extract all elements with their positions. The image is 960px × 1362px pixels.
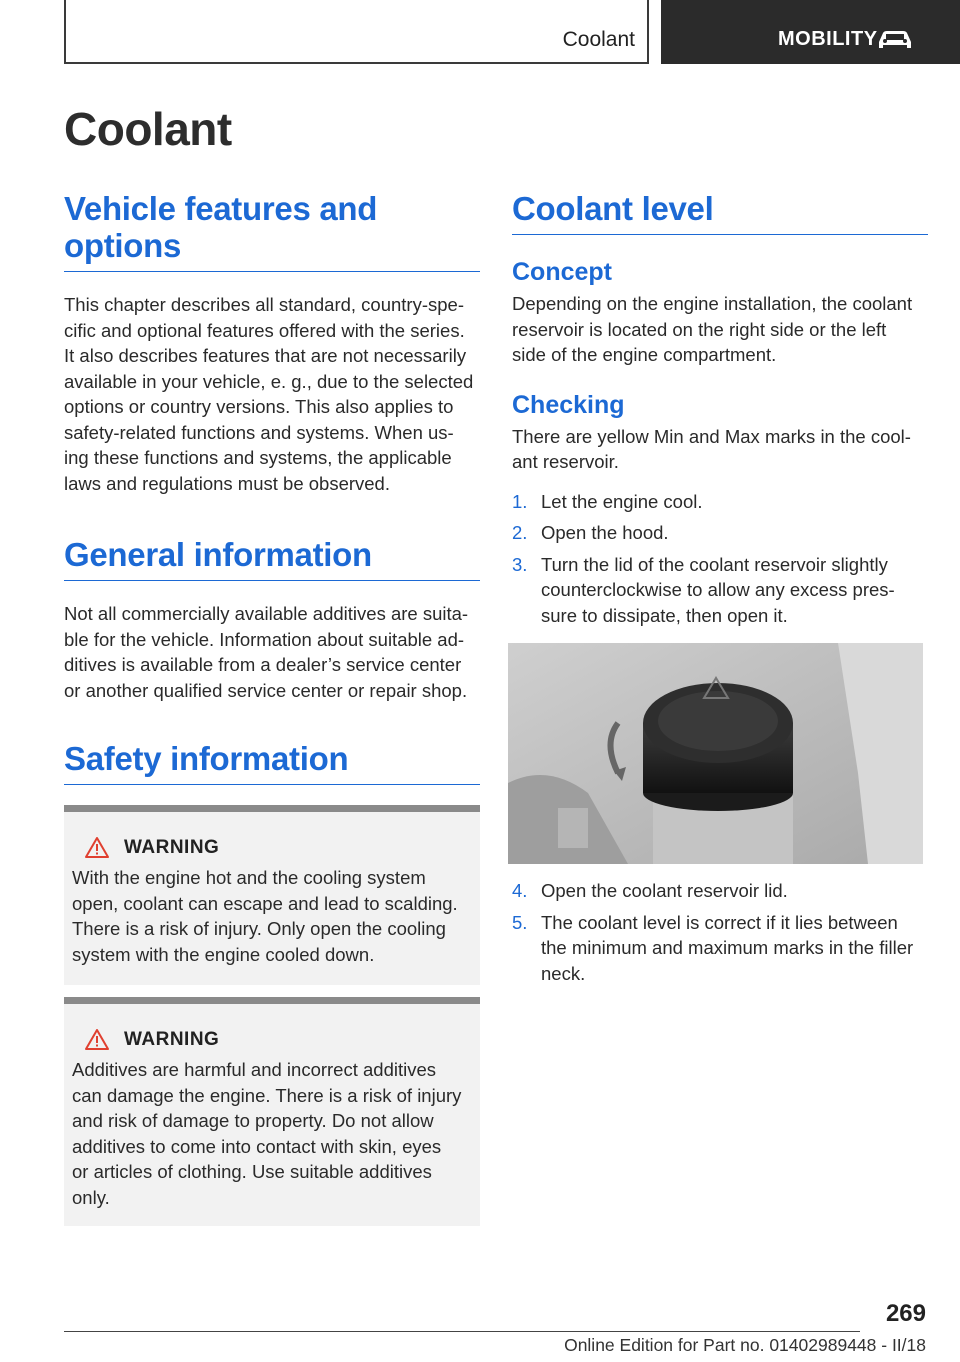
text-line: only. — [72, 1186, 110, 1208]
step-item — [512, 552, 928, 629]
warning-header — [72, 1028, 472, 1051]
text-line: There is a risk of injury. Only open the cooling — [72, 918, 446, 939]
step-text: Open the hood. — [541, 522, 669, 543]
checking-paragraph — [512, 424, 928, 475]
warning-triangle-icon — [84, 836, 110, 859]
text-line: ble for the vehicle. Information about suitable ad- — [64, 628, 465, 650]
step-item — [512, 520, 928, 546]
warning-label: WARNING — [124, 1028, 220, 1050]
step-item — [512, 878, 928, 904]
header-category-label: MOBILITY — [778, 28, 878, 50]
warning-label: WARNING — [124, 836, 220, 858]
text-line: or articles of clothing. Use suitable additives — [72, 1161, 432, 1182]
step-text: Open the coolant reservoir lid. — [541, 880, 788, 901]
concept-paragraph — [512, 291, 928, 368]
step-number: 5. — [512, 911, 528, 933]
features-heading-line1: Vehicle features and — [64, 190, 378, 227]
warning-triangle-icon — [84, 1028, 110, 1051]
coolant-level-heading: Coolant level — [512, 190, 928, 235]
text-line: laws and regulations must be observed. — [64, 472, 390, 494]
step-item — [512, 489, 928, 515]
text-line: ditives is available from a dealer’s service center — [64, 654, 462, 675]
steps-list — [512, 878, 928, 986]
concept-heading: Concept — [512, 258, 612, 286]
text-line: the minimum and maximum marks in the filler — [541, 937, 914, 958]
step-text: Let the engine cool. — [541, 490, 703, 512]
text-line: There are yellow Min and Max marks in the cool- — [512, 425, 911, 447]
text-line: and risk of damage to property. Do not allow — [72, 1110, 434, 1131]
text-line: cific and optional features offered with the series. — [64, 319, 465, 341]
step-number: 4. — [512, 880, 528, 901]
text-line: Depending on the engine installation, the coolant — [512, 293, 913, 314]
step-number: 3. — [512, 553, 528, 575]
header-category-tab — [661, 0, 960, 64]
page-number: 269 — [885, 1300, 926, 1327]
warning-header — [72, 836, 472, 859]
header-section-title: Coolant — [562, 28, 635, 51]
warning-text — [72, 865, 472, 967]
text-line: neck. — [541, 962, 586, 984]
text-line: or another qualified service center or repair shop. — [64, 679, 468, 701]
footer-divider — [64, 1331, 860, 1332]
coolant-cap-image — [508, 643, 923, 864]
text-line: ing these functions and systems, the applicable — [64, 447, 452, 468]
left-column — [64, 190, 480, 1226]
text-line: additives to come into contact with skin, eyes — [72, 1135, 442, 1157]
warning-box — [64, 997, 480, 1226]
text-line: open, coolant can escape and lead to scalding. — [72, 892, 458, 914]
coolant-reservoir-illustration — [508, 643, 923, 864]
text-line: system with the engine cooled down. — [72, 943, 375, 965]
text-line: can damage the engine. There is a risk of injury — [72, 1084, 462, 1106]
text-line: The coolant level is correct if it lies between — [541, 911, 898, 933]
features-heading — [64, 190, 480, 272]
right-column — [512, 190, 928, 992]
step-number: 2. — [512, 522, 528, 543]
text-line: sure to dissipate, then open it. — [541, 604, 788, 626]
general-heading: General information — [64, 536, 480, 581]
text-line: Turn the lid of the coolant reservoir slightly — [541, 553, 888, 575]
text-line: reservoir is located on the right side or the left — [512, 318, 887, 340]
checking-heading: Checking — [512, 390, 625, 419]
text-line: safety-related functions and systems. When us- — [64, 421, 454, 443]
features-heading-line2: options — [64, 227, 182, 264]
text-line: It also describes features that are not necessarily — [64, 345, 467, 366]
header-section-tab — [64, 0, 649, 64]
car-icon — [875, 28, 915, 52]
text-line: side of the engine compartment. — [512, 344, 777, 365]
text-line: ant reservoir. — [512, 451, 619, 472]
page-title: Coolant — [64, 103, 232, 155]
text-line: Additives are harmful and incorrect additives — [72, 1059, 437, 1080]
steps-list — [512, 489, 928, 629]
warning-box — [64, 805, 480, 985]
step-number: 1. — [512, 490, 528, 512]
text-line: counterclockwise to allow any excess pres- — [541, 579, 895, 600]
text-line: This chapter describes all standard, country-spe- — [64, 294, 464, 315]
text-line: With the engine hot and the cooling system — [72, 867, 426, 888]
step-text — [541, 910, 928, 987]
general-paragraph — [64, 601, 480, 703]
text-line: options or country versions. This also applies to — [64, 396, 454, 417]
step-text — [541, 552, 928, 629]
warning-text — [72, 1057, 472, 1210]
step-item — [512, 910, 928, 987]
safety-heading: Safety information — [64, 740, 480, 785]
footer-edition: Online Edition for Part no. 01402989448 - II/18 — [564, 1335, 926, 1355]
text-line: available in your vehicle, e. g., due to the selected — [64, 370, 474, 392]
text-line: Not all commercially available additives are suita- — [64, 603, 469, 624]
features-paragraph — [64, 292, 480, 496]
